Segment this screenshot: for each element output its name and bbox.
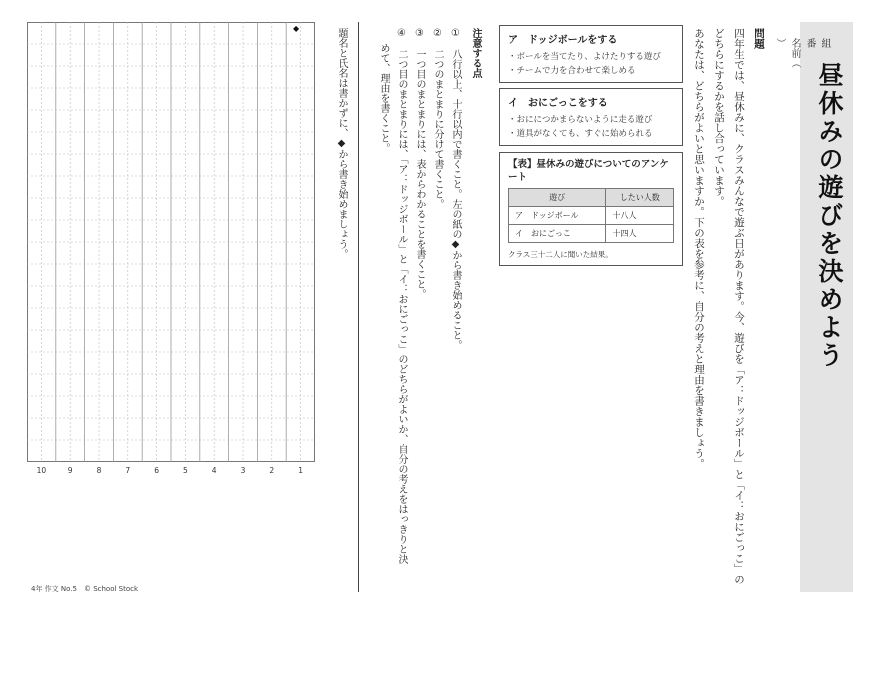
option-b-item-1: ・おににつかまらないように走る遊び xyxy=(508,115,653,125)
column-number: 7 xyxy=(125,466,131,475)
problem-line-1: 四年生では、昼休みに、クラスみんなで遊ぶ日があります。今、遊びを「ア：ドッジボール」と「イ：おにごっこ」の xyxy=(733,28,745,585)
notes-item-1: ① 八行以上、十行以内で書くこと。左の紙の◆から書き始めること。 xyxy=(450,28,461,350)
column-number: 5 xyxy=(183,466,188,475)
center-divider xyxy=(358,22,359,592)
column-number: 9 xyxy=(67,466,73,475)
column-numbers xyxy=(27,466,315,478)
notes-item-4: ④ 二つ目のまとまりには、「ア：ドッジボール」と「イ：おにごっこ」のどちらがよいか、自分の考えをはっきりと決 xyxy=(396,28,407,564)
name-close: ） xyxy=(774,38,785,48)
table-cell: 十四人 xyxy=(606,225,674,243)
writing-grid xyxy=(27,22,315,462)
column-number: 1 xyxy=(298,466,303,475)
survey-col-header: 遊び xyxy=(509,189,606,207)
table-cell: イ おにごっこ xyxy=(509,225,606,243)
column-number: 6 xyxy=(154,466,159,475)
page-title: 昼休みの遊びを決めよう xyxy=(815,62,844,370)
grid-instruction: 題名と氏名は書かずに、◆から書き始めましょう。 xyxy=(336,28,347,259)
grid-lines xyxy=(27,22,315,462)
notes-heading: 注意する点 xyxy=(470,28,481,78)
column-number: 4 xyxy=(211,466,217,475)
number-label: 番 xyxy=(804,38,815,48)
notes-item-3: ③ 一つ目のまとまりには、表からわかることを書くこと。 xyxy=(414,28,425,299)
name-label: 名前（ xyxy=(789,38,800,68)
survey-table xyxy=(508,188,674,243)
survey-header-row xyxy=(509,189,674,207)
survey-note: クラス三十二人に聞いた結果。 xyxy=(508,250,613,259)
column-number: 2 xyxy=(269,466,275,475)
option-a-item-1: ・ボールを当てたり、よけたりする遊び xyxy=(508,52,661,62)
option-a-item-2: ・チームで力を合わせて楽しめる xyxy=(508,66,636,76)
survey-box xyxy=(499,152,683,266)
name-fields xyxy=(772,38,832,198)
option-b-item-2: ・道具がなくても、すぐに始められる xyxy=(508,129,653,139)
problem-line-2: どちらにするかを話し合っています。 xyxy=(713,28,725,207)
notes-item-5: めて、理由を書くこと。 xyxy=(378,43,389,153)
problem-heading: 問題 xyxy=(753,28,765,49)
table-row xyxy=(509,225,674,243)
option-b-box xyxy=(499,88,683,146)
table-row xyxy=(509,207,674,225)
table-cell: 十八人 xyxy=(606,207,674,225)
class-label: 組 xyxy=(819,38,830,48)
column-number: 10 xyxy=(36,466,47,475)
option-b-heading: イ おにごっこをする xyxy=(508,98,608,109)
start-marker: ◆ xyxy=(293,24,300,33)
problem-line-3: あなたは、どちらがよいと思いますか。下の表を参考に、自分の考えと理由を書きましょう。 xyxy=(693,28,705,469)
table-cell: ア ドッジボール xyxy=(509,207,606,225)
column-number: 3 xyxy=(240,466,246,475)
option-a-box xyxy=(499,25,683,83)
survey-col-header: したい人数 xyxy=(606,189,674,207)
notes-item-2: ② 二つのまとまりに分けて書くこと。 xyxy=(432,28,443,209)
footer: 4年 作文 No.5 © School Stock xyxy=(31,585,139,593)
column-number: 8 xyxy=(96,466,102,475)
option-a-heading: ア ドッジボールをする xyxy=(508,35,618,46)
survey-heading: 【表】昼休みの遊びについてのアンケート xyxy=(508,159,669,183)
